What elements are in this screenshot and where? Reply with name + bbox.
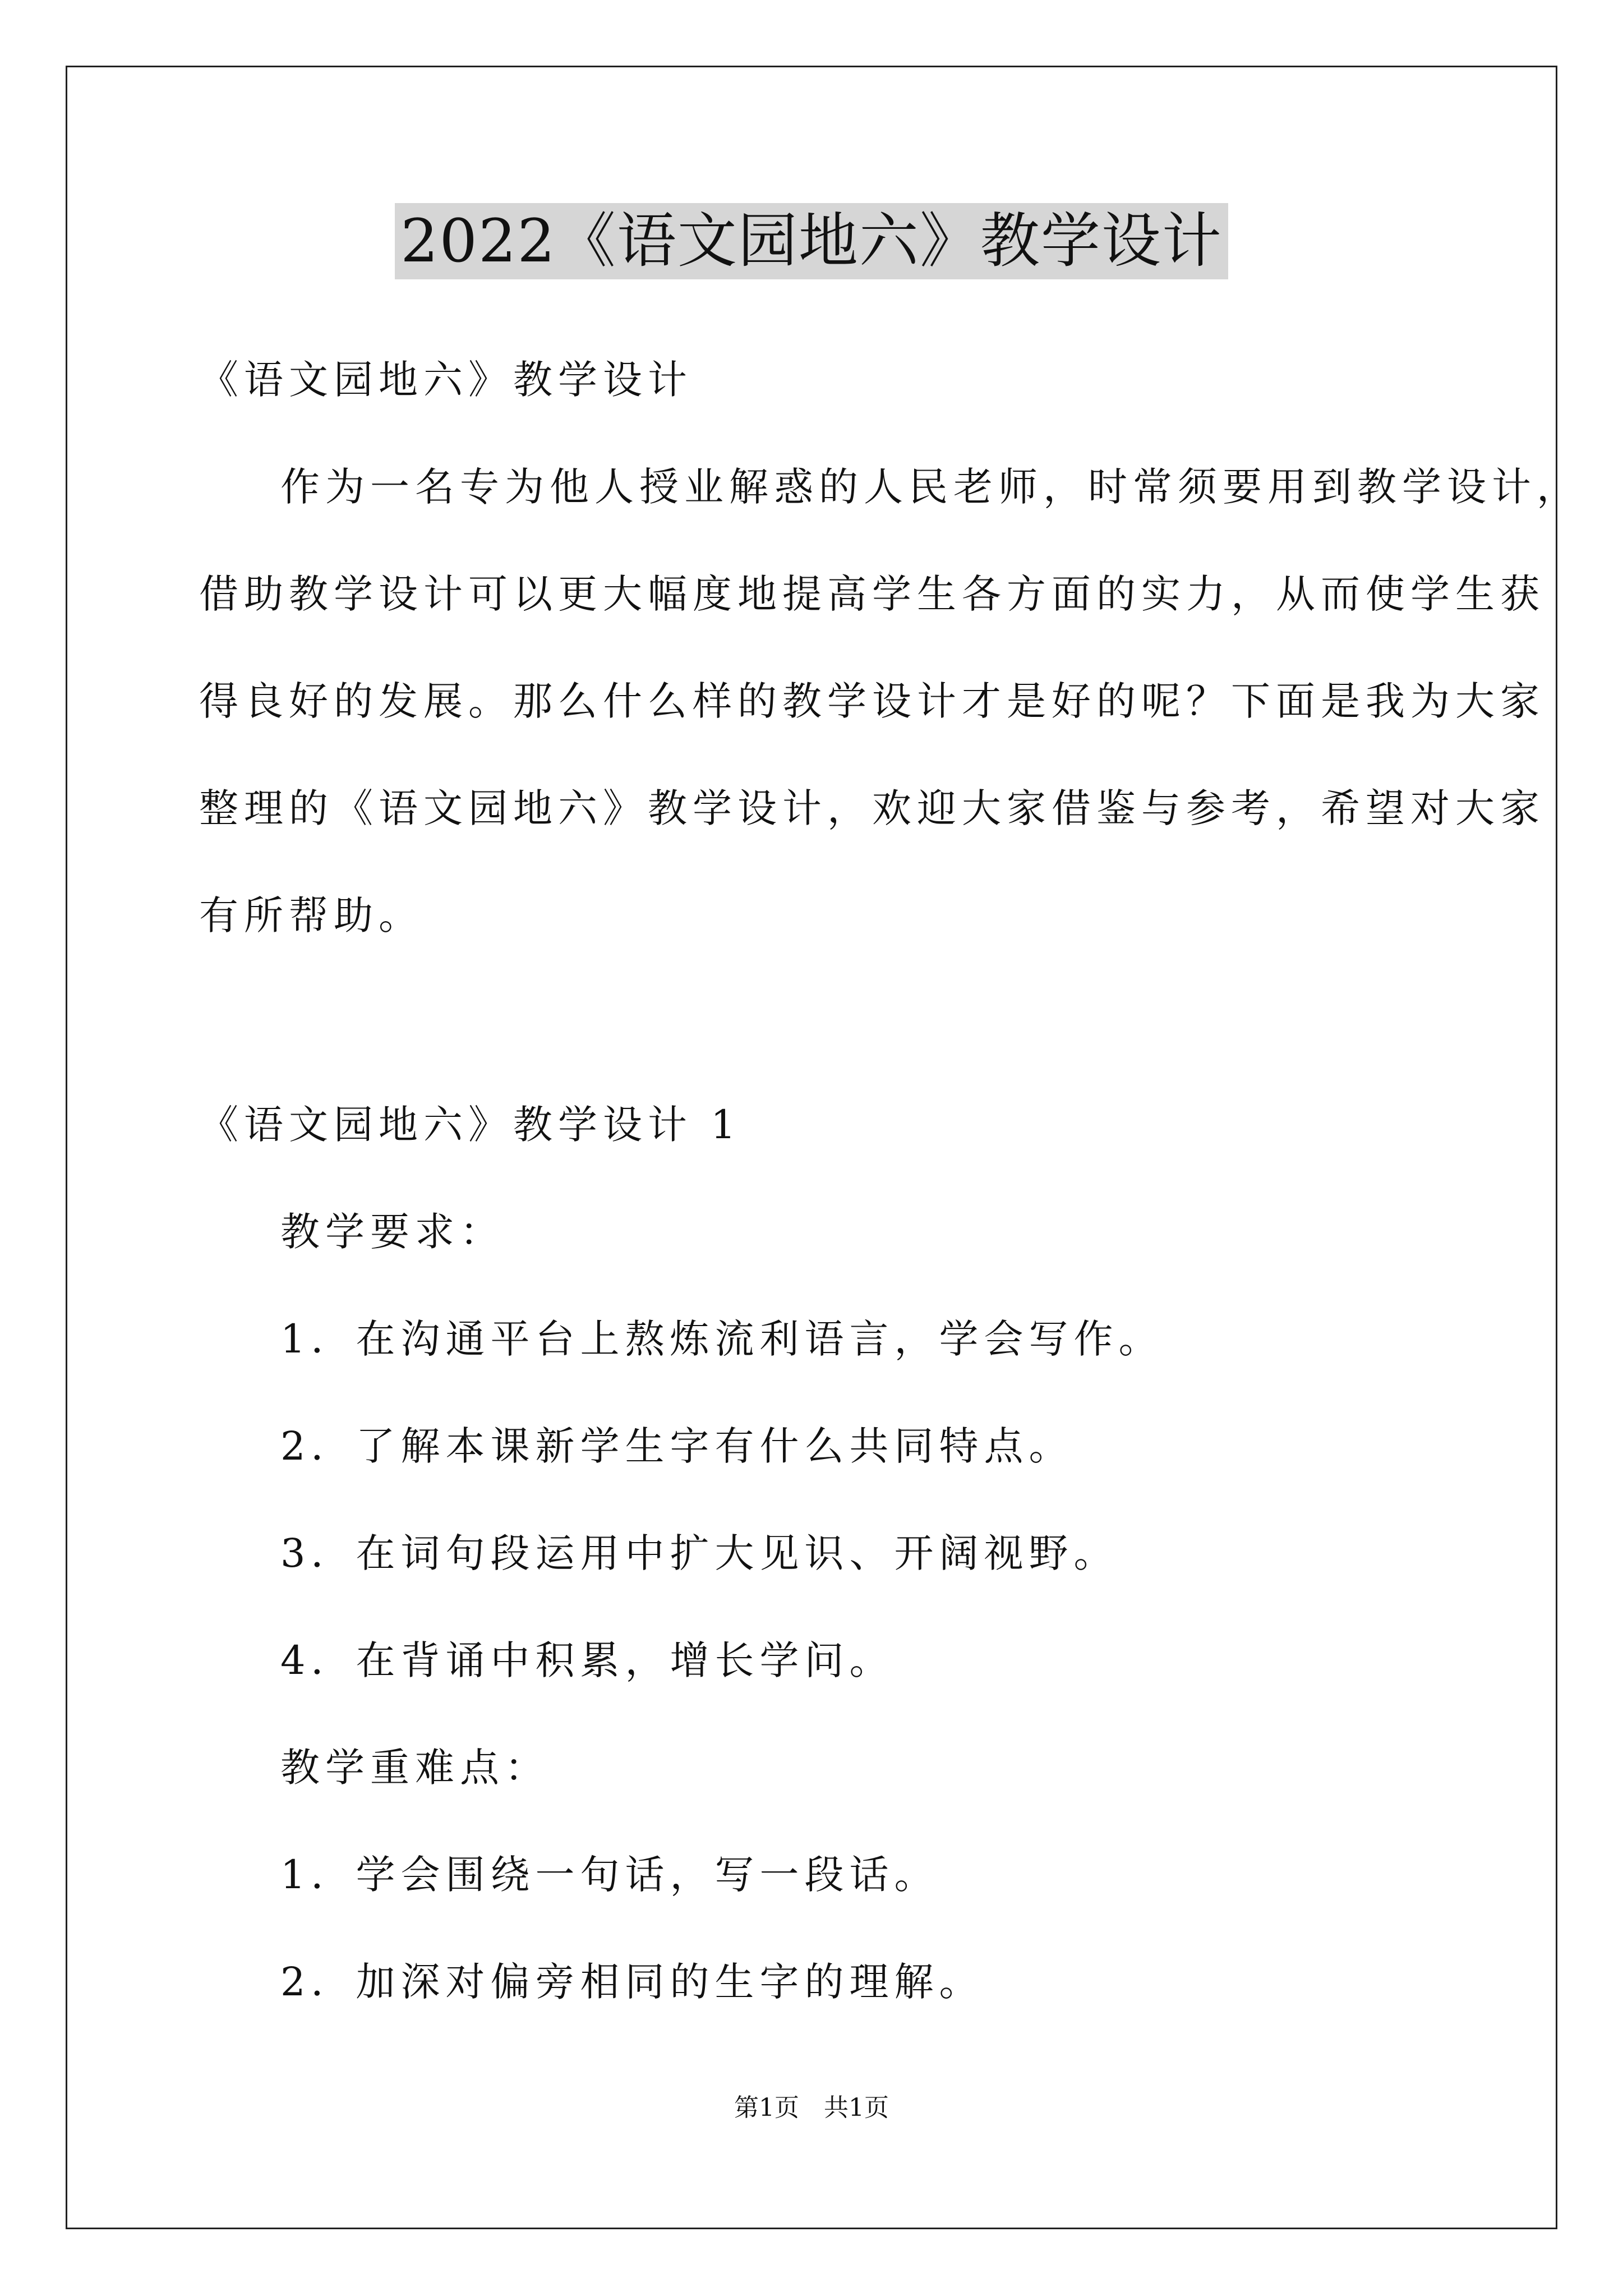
difficulty-item-1: 1．学会围绕一句话，写一段话。 <box>280 1852 939 1898</box>
intro-line-4: 整理的《语文园地六》教学设计，欢迎大家借鉴与参考，希望对大家 <box>199 785 1545 831</box>
document-title: 2022《语文园地六》教学设计 <box>395 203 1228 279</box>
requirement-item-3: 3．在词句段运用中扩大见识、开阔视野。 <box>280 1530 1119 1576</box>
requirement-item-2: 2．了解本课新学生字有什么共同特点。 <box>280 1423 1074 1469</box>
page-footer: 第1页 共1页 <box>734 2093 889 2122</box>
intro-line-5: 有所帮助。 <box>199 892 423 938</box>
requirement-item-4: 4．在背诵中积累，增长学问。 <box>280 1637 895 1683</box>
difficulty-item-2: 2．加深对偏旁相同的生字的理解。 <box>280 1959 984 2005</box>
difficulties-heading: 教学重难点： <box>280 1745 550 1791</box>
intro-line-3: 得良好的发展。那么什么样的教学设计才是好的呢？下面是我为大家 <box>199 678 1545 724</box>
requirement-item-1: 1．在沟通平台上熬炼流利语言，学会写作。 <box>280 1316 1164 1362</box>
requirements-heading: 教学要求： <box>280 1209 505 1255</box>
intro-line-1: 作为一名专为他人授业解惑的人民老师，时常须要用到教学设计， <box>280 464 1581 510</box>
section-heading: 《语文园地六》教学设计 1 <box>199 1102 741 1148</box>
document-subtitle: 《语文园地六》教学设计 <box>199 357 693 403</box>
intro-line-2: 借助教学设计可以更大幅度地提高学生各方面的实力，从而使学生获 <box>199 571 1545 617</box>
title-container <box>0 203 1623 279</box>
